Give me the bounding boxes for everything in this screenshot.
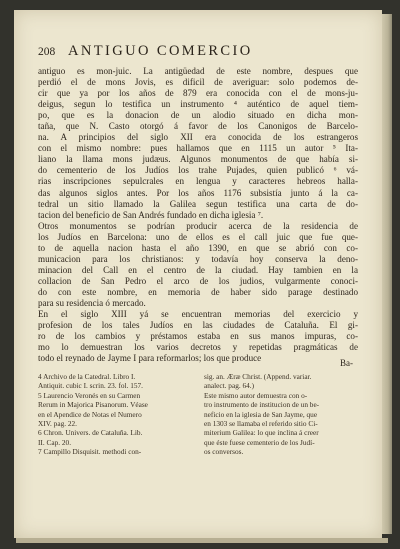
text-line: Otros monumentos se podrían producir acerca de la residencia de [38, 220, 358, 231]
footnote-line: tro instrumento de institucion de un be- [204, 400, 320, 410]
text-line: municacion para los christianos: y todavía hoy conserva la deno- [38, 253, 358, 264]
text-line: tedral un sitio llamado la Galilea segun testifica una carta de do- [38, 198, 358, 209]
page-edge [382, 14, 392, 534]
text-line: mo lo demuestran los varios decretos y repetidas pragmáticas de [38, 342, 358, 353]
footnote-line: XIV. pag. 22. [38, 419, 77, 429]
footnote-line: miterium Galilea: lo que inclina á creer [204, 428, 319, 438]
text-line: En el siglo XIII yá se encuentran memorias del exercicio y [38, 309, 358, 320]
text-line: minacion del Call en el centro de la ciudad. Hay tambien en la [38, 264, 358, 275]
text-line: taña, que N. Casto otorgó á favor de los Canonigos de Barcelo- [38, 121, 358, 132]
footnote-line: en 1303 se llamaba el referido sitio Ci- [204, 419, 318, 429]
footnote-line: analect. pag. 64.) [204, 381, 255, 391]
text-line: to de aquella nacion hasta el año 1390, en que se abrió con co- [38, 242, 358, 253]
footnote-line: neficio en la iglesia de San Jayme, que [204, 409, 318, 419]
footnotes [38, 372, 358, 462]
footnotes-right-column [204, 372, 356, 457]
text-line: tacion del beneficio de San Andrés fundado en dicha iglesia ⁷. [38, 209, 264, 220]
page-header [38, 43, 358, 66]
footnote-line: os conversos. [204, 447, 244, 457]
footnote-line: Rerum in Majorica Pisanorum. Véase [38, 400, 148, 410]
text-line: deigus, segun lo testifica un instrumento ⁴ auténtico de aquel tiem- [38, 99, 358, 110]
footnote-line: II. Cap. 20. [38, 437, 72, 447]
text-line: po, que es la donacion de un alodio situado en dicha mon- [38, 110, 358, 121]
text-line: das algunos siglos antes. Por los años 1176 subsistía junto á la ca- [38, 187, 358, 198]
footnote-line: en el Apendice de Notas el Numero [38, 409, 142, 419]
text-line: para su residencia ó mercado. [38, 297, 146, 308]
footnote-line: 5 Laurencio Veronés en su Carmen [38, 390, 141, 400]
footnote-line: 4 Archivo de la Catedral. Libro I. [38, 372, 136, 381]
text-line: todo el reynado de Jayme I para reformarlos; los que produce [38, 353, 262, 364]
footnote-line: 6 Chron. Univers. de Cataluña. Lib. [38, 428, 143, 438]
page-number: 208 [38, 46, 56, 58]
text-line: rias inscripciones sepulcrales en lengua y caracteres hebreos halla- [38, 176, 358, 187]
text-line: profesion de los tales Judíos en las ciudades de Cataluña. El gi- [38, 320, 358, 331]
footnote-line: Antiquit. cubic I. scrin. 23. fol. 157. [38, 381, 143, 391]
footnote-line: que éste fuese cementerio de los Judí- [204, 437, 315, 447]
text-line: do con este nombre, en memoria de haber sido parage destinado [38, 286, 358, 297]
main-text [38, 66, 358, 364]
text-line: ro de los cambios y préstamos estaba en sus manos impuras, co- [38, 331, 358, 342]
text-line: cir que ya por los años de 879 era conocida con el de mons-ju- [38, 88, 358, 99]
text-line: perdió el de mons Jovis, es dificil de averiguar: solo podemos de- [38, 77, 358, 88]
footnote-line: sig. an. Æræ Christ. (Append. variar. [204, 372, 312, 381]
footnotes-left-column [38, 372, 190, 457]
catchword: Ba- [340, 358, 353, 368]
footnote-line: 7 Campillo Disquisit. methodi con- [38, 447, 142, 457]
footnote-line: Este mismo autor demuestra con o- [204, 390, 308, 400]
text-line: liano la llama mons judæus. Algunos monumentos de que había si- [38, 154, 358, 165]
text-line: antiguo es mon-juic. La antigüedad de este nombre, despues que [38, 66, 358, 76]
text-line: los Judíos en Barcelona: uno de ellos es el call juic que fue que- [38, 231, 358, 242]
running-title: ANTIGUO COMERCIO [68, 43, 253, 59]
text-line: collacion de San Pedro el arco de los judios, vulgarmente conoci- [38, 275, 358, 286]
text-line: con el mismo nombre: pues hallamos que en 1115 un autor ⁵ Ita- [38, 143, 358, 154]
page-edge-bottom [16, 538, 388, 543]
text-line: na. A principios del siglo XII era conocida de los estrangeros [38, 132, 358, 143]
text-line: do cementerio de los Judíos los trahe Pujades, quien publicó ⁶ vá- [38, 165, 358, 176]
